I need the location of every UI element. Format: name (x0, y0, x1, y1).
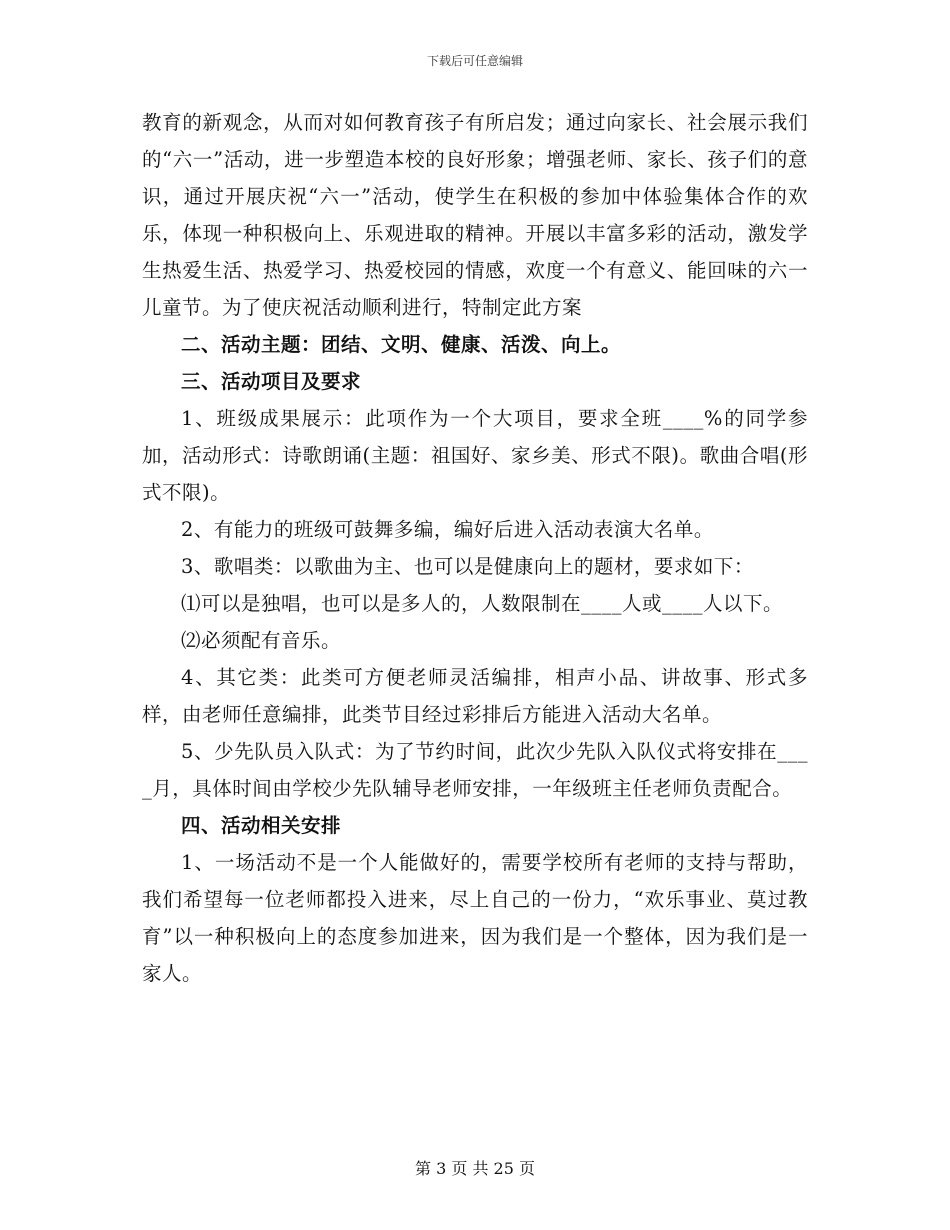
item-class-showcase: 1、班级成果展示：此项作为一个大项目，要求全班____%的同学参加，活动形式：诗歌朗诵(主题：祖国好、家乡美、形式不限)。歌曲合唱(形式不限)。 (142, 407, 808, 504)
arrangement-1: 1、一场活动不是一个人能做好的，需要学校所有老师的支持与帮助，我们希望每一位老师都投入进来，尽上自己的一份力，“欢乐事业、莫过教育”以一种积极向上的态度参加进来，因为我们是一个整体，因为我们是一家人。 (142, 851, 808, 985)
singing-rule-1: ⑴可以是独唱，也可以是多人的，人数限制在____人或____人以下。 (181, 592, 784, 615)
item-dance: 2、有能力的班级可鼓舞多编，编好后进入活动表演大名单。 (181, 518, 714, 541)
singing-rule-2: ⑵必须配有音乐。 (181, 629, 342, 652)
section-heading-items: 三、活动项目及要求 (181, 370, 362, 393)
intro-paragraph: 教育的新观念，从而对如何教育孩子有所启发；通过向家长、社会展示我们的“六一”活动，进一步塑造本校的良好形象；增强老师、家长、孩子们的意识，通过开展庆祝“六一”活动，使学生在积极的参加中体验集体合作的欢乐，体现一种积极向上、乐观进取的精神。开展以丰富多彩的活动，激发学生热爱生活、热爱学习、热爱校园的情感，欢度一个有意义、能回味的六一儿童节。为了使庆祝活动顺利进行，特制定此方案 (142, 111, 808, 319)
item-pioneer-ceremony: 5、少先队员入队式：为了节约时间，此次少先队入队仪式将安排在____月，具体时间由学校少先队辅导老师安排，一年级班主任老师负责配合。 (142, 740, 808, 800)
document-body (142, 104, 808, 992)
page-footer: 第 3 页 共 25 页 (415, 1159, 535, 1178)
section-heading-theme: 二、活动主题：团结、文明、健康、活泼、向上。 (181, 333, 622, 356)
item-singing: 3、歌唱类：以歌曲为主、也可以是健康向上的题材，要求如下： (181, 555, 754, 578)
section-heading-arrangements: 四、活动相关安排 (181, 814, 342, 837)
page-header: 下载后可任意编辑 (426, 54, 523, 68)
item-other: 4、其它类：此类可方便老师灵活编排，相声小品、讲故事、形式多样，由老师任意编排，此类节目经过彩排后方能进入活动大名单。 (142, 666, 808, 726)
